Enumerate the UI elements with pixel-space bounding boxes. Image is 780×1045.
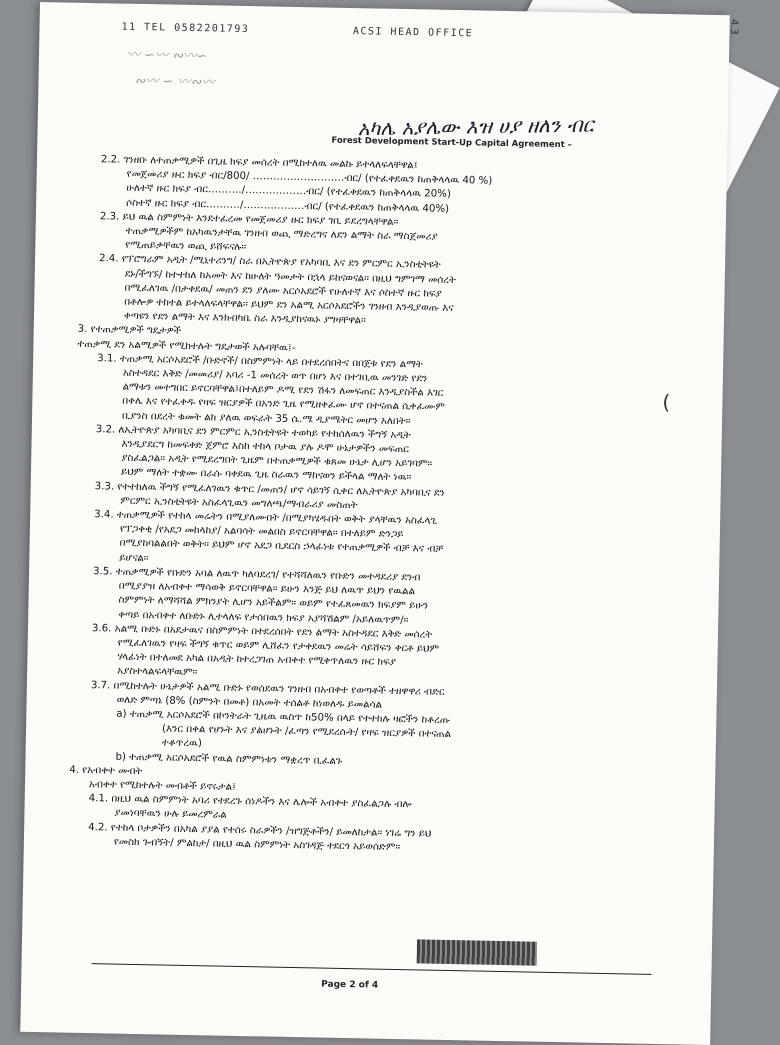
text-line: ይህም ማለት ተቋሙ በራሱ ባቀደዉ ጊዜ ስራዉን ማከናወን ይችላል ማለት ነዉ፡፡ xyxy=(120,467,412,484)
text-line: የመጀመሪያ ዙር ክፍያ ብር/800/ ………………………ብር/ (የተፈቀደዉን ከጠቅላላዉ 40 %) xyxy=(126,168,493,187)
text-line: በቶሎዎ ተከተል ይተላለፍላቸዋል፡፡ ይህም ደን አልሚ አርሶአደሮችን ገንዘብ እንዲያወጡ እና xyxy=(124,296,454,315)
text-line: የፕጋቀቂ /የአደጋ መከላከያ/ አልባሳት መልበስ ይኖርባቸዋል፡፡ በተለይም ድንጋይ xyxy=(119,523,404,541)
text-line: በሚያከባልልበት ወቅት፡፡ ይህም ሆኖ አደጋ ቢደርስ ኃላፊነቱ የተጠቃሚዎች ብቻ እና ብቻ xyxy=(119,538,444,556)
text-line: እንዲያደርግ ከመፍቀድ ጀምሮ እስከ ተከላ ቦታዉ ያሉ ዶሞ ሁኔታዎችን መፍጠር xyxy=(121,438,409,456)
document-body xyxy=(68,153,689,860)
text-line: 3.5. ተጠቃሚዎች የቡድን አባል ለዉጥ ካለባደረገ/ የተሻሻለዉን የቡድን መተዳደሪያ ደንብ xyxy=(92,566,421,584)
agreement-title-line xyxy=(331,136,641,154)
text-line: በሚያያዝ ለአብቀተ ማሳወቅ ይኖርባቸዋል፡፡ ይሁን እንጅ ይህ ለዉጥ ይህን የዉልል xyxy=(118,580,416,598)
page-number: Page 2 of 4 xyxy=(321,979,379,991)
faint-handwriting-2: ∾〰 ∽ 〰∾〰 xyxy=(134,73,215,91)
fax-header-office: ACSI HEAD OFFICE xyxy=(352,26,474,40)
text-line: የሚፈለገዉን የዛፍ ችግኝ ቁጥር ወይም ሊሸፈን የታቀደዉን መሬት ሳይሸፍን ቀርቶ ይህም xyxy=(117,637,440,655)
text-line: 3.6. አልሚ ቡድኑ በአደታዉና በስምምነት በተደረሰበት የደን ልማት አስተዳደር እቅድ መሰረት xyxy=(91,622,433,641)
text-line: በሚፈለገዉ /በታቀደዉ/ መጠን ደን ያለሙ አርሶአደሮች የሁለተኛ እና ሶስተኛ ዙር ክፍያ xyxy=(124,282,442,300)
text-line: ደኑ/ችግኙ/ ከተተከለ ከአመት እና ከሁለት ዓመታት በኋላ ይከናወናል፡፡ በዚህ ግምገማ መሰረት xyxy=(124,268,457,286)
text-line: ይሆናል፡፡ xyxy=(119,552,149,564)
text-line: 3. የተጠቃሚዎች ግዴታዎች xyxy=(77,324,182,338)
text-line: አብቀተ የሚከተሉት መብቶች ይኖሩታል፤ xyxy=(88,779,237,793)
text-line: አስተዳደር እቅድ /መመሪያ/ አባሪ -1 መሰረት ወጥ በሆነ እና በተገቢዉ መንገድ የደን xyxy=(122,367,428,385)
text-line: ስምምነት ለማሻሻል ምክንያት ሊሆን አይችልም፡፡ ወይም የተፈጸመዉን ክፍያም ይሁን xyxy=(118,594,429,612)
text-line: ተጠቃሚዎችም ከአካዉንታቸዉ ገንዘብ ወጪ ማድረግና ለደን ልማት ስራ ማስጀመሪያ xyxy=(125,225,438,243)
fax-header-tel: 11 TEL 0582201793 xyxy=(121,21,250,36)
corner-mark: 4.3 xyxy=(727,18,740,35)
text-line: ያመነባቸዉን ሁሉ ይመረምራል xyxy=(114,807,227,822)
text-line: ልማቱን መተግበር ይኖርባቸዋል፤በተለይም ዶሚ የደን ሽፋን ለመፍጠር እንዲያስችል እገር xyxy=(122,381,444,400)
text-line: 3.4. ተጠቃሚዎች የተከላ መሬትን በሚያለሙበት /በሚያካሄዱበት ወቅት ያላቸዉን አስፈላጊ xyxy=(94,509,438,527)
footer-divider xyxy=(92,963,652,975)
text-line: ሃላፊነት በተለመደ አካል በአዲት ከተረጋገጠ አብቀተ የሚቀጥለዉን ዙር ክፍያ xyxy=(117,651,397,669)
text-line: 4.2. የተከላ ቦታዎችን በአካል ያያል የተሰሩ ስራዎችን /ዝግጅቶችን/ ይመለከታል፡፡ ነገሬ ግን ይህ xyxy=(88,821,432,840)
faint-handwriting-1: 〰 ∽〰 ∾〰∽ xyxy=(126,47,208,65)
text-line: ምርምር ኢንስቲትዩት አስፈላጊዉን መግለጫ/ማብራሪያ መስጠት xyxy=(120,495,358,512)
text-line: 4. የአብቀተ መብት xyxy=(69,764,143,777)
text-line: (እንር በቀል የሆኑት እና ያልሆኑት /ፈጣን የሚደረሱት/ የዛፍ ዝርያዎች በተናጠል xyxy=(161,723,452,741)
text-line: 2.2. ገንዘቡ ለተጠቃሚዎች በጊዜ ክፍያ መሰረት በሚከተለዉ መልኩ ይተላለፍላቸዋል፤ xyxy=(100,154,418,172)
text-line: 4.1. በዚህ ዉል ስምምነት አባሪ የተደረጉ ሰነዶችን እና ሌሎች አብቀተ ያስፈልጋሉ ብሎ xyxy=(88,793,412,811)
text-line: ተቆጥረዉ) xyxy=(161,737,202,750)
text-line: 2.3. ይህ ዉል ስምምነት እንደተፈረመ የመጀመሪያ ዙር ክፍያ ገቢ ይደረግላቸዋል፡፡ xyxy=(99,211,399,228)
text-line: ሶስተኛ ዙር ክፍያ ብር………./………………ብር/ (የተፈቀደዉን ከጠቅላላዉ 40%) xyxy=(126,197,450,215)
text-line: የሚጠይቃቸዉን ወጪ ይሸፍናሉ፡፡ xyxy=(125,239,247,254)
text-line: አያስተላልፍላቸዉም፡፡ xyxy=(117,665,198,679)
text-line: a) ተጠቃሚ አርሶአደሮች በኮንትራት ጊዜዉ ዉስጥ ከ50% በላይ የተተከሉ ዛፎችን ከቆረጡ xyxy=(116,708,451,726)
text-line: ቀጣይ በአብቀተ ለቡድኑ ሊተላለፍ የታሰበዉን ክፍያ አያሻሽልም /አይለዉጥም/፡፡ xyxy=(118,609,409,626)
margin-paren-mark: ( xyxy=(662,390,671,415)
text-line: ወለድ ምጣኔ (8% (ስምንት በመቶ) በአመት ተሰልቶ ከነወለዱ ይመልሳል xyxy=(116,694,383,711)
handwritten-title: አካሌ አያሌው እዝ ሀያ ዘለን ብር xyxy=(357,112,594,141)
text-line: ያስፈልጋል፡፡ አዲት የሚደረግበት ጊዜም በተጠቃሚዎች ቁጸመ ሁኔታ ሊሆን አይገባም፡፡ xyxy=(121,452,433,470)
text-line: 3.3. የተተከለዉ ችግኝ የሚፈለገዉን ቁጥር /መጠን/ ሆኖ ሳይገኝ ሲቀር ለኢትዮጵያ አካባቢና ደን xyxy=(94,480,445,499)
agreement-title: Forest Development Start-Up Capital Agreement – xyxy=(331,135,573,151)
text-line: የመስክ ጉብኝት/ ምልከታ/ በዚህ ዉል ስምምነት አስገዳጅ ተደርጎ አይወሰድም፡፡ xyxy=(113,836,401,853)
official-stamp xyxy=(417,939,537,965)
text-line: በቀሌ እና የተፈቀዱ የዛፍ ዝርያዎች በአንድ ጊዜ የሚዘቀፈሙ ሆኖ በተናጠል ሲቀፈሙም xyxy=(122,396,446,414)
text-line: 3.7. በሚከተሉት ሁኔታዎች አልሚ ቡድኑ የወሰደዉን ገንዘብ በአብቀተ የወጣቶች ተዘዋዋሪ ብድር xyxy=(90,679,445,698)
text-line: ተጠቃሚ ደን አልሚዎች የሚከተሉት ግዴታወች አሉባቸዉ፤- xyxy=(77,338,296,354)
text-line: 3.1. ተጠቃሚ አርሶአደሮች /ቡድኖች/ በስምምነት ላይ በተደረሰበትና በበጀቱ የደን ልማት xyxy=(97,353,423,371)
text-line: ሁለተኛ ዙር ክፍያ ብር………./………………ብር/ (የተፈቀደዉን ከጠቅላላዉ 20%) xyxy=(126,183,451,201)
text-line: 2.4. የፕሮግራም አዲት /ሚኒተሪንግ/ ስራ በኢትዮጵያ የአካባቢ እና ደን ምርምር ኢንስቲትዩት xyxy=(98,253,441,272)
fax-header xyxy=(121,22,473,40)
text-line: b) ተጠቃሚ አርሶአደሮች የዉል ስምምነቱን ማቋረጥ ቢፈልጉ xyxy=(115,751,343,767)
text-line: ቀጣዩን የደን ልማት እና እንክብካቤ ስራ እንዲያከናዉኑ ያግዛቸዋል፡፡ xyxy=(123,310,366,327)
text-line: ቢያንስ በደረት ቁመት ልክ ያለዉ ወፍራት 35 ሴ.ሜ ዲያሜትር መሆን አለበት፡፡ xyxy=(121,410,411,427)
text-line: 3.2. ለኢትዮጵያ አካባቢና ደን ምርምር ኢንስቲትዩት ተወካይ የተከሰለዉን ችግኝ አዲት xyxy=(95,424,411,442)
document-page xyxy=(20,2,740,1045)
